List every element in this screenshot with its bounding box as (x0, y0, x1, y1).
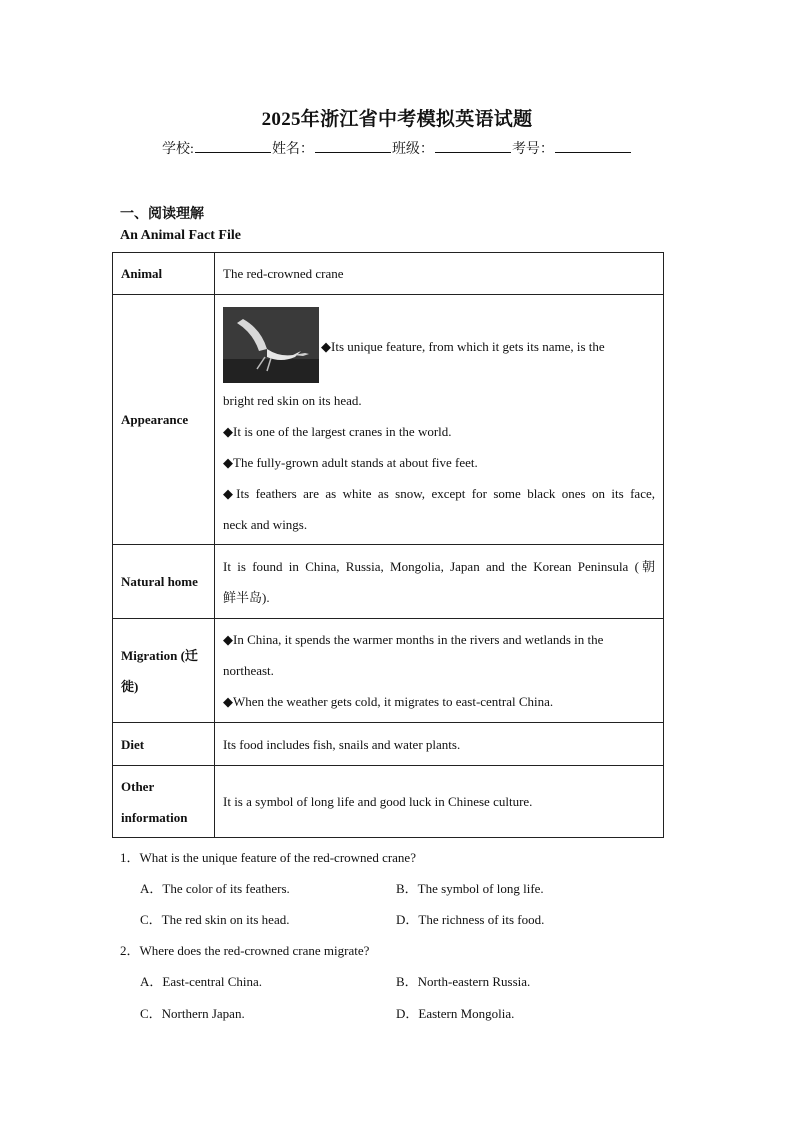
section-title: 一、阅读理解 (120, 207, 204, 222)
class-blank[interactable] (435, 140, 511, 153)
table-row (113, 295, 664, 545)
migration-label-line-2: 徙) (121, 678, 139, 694)
question-1-option-c[interactable]: C．The red skin on its head. (140, 912, 290, 927)
natural-home-line-2: 鲜半岛). (223, 589, 270, 605)
table-row (113, 545, 664, 619)
table-row (113, 253, 664, 295)
migration-label (113, 619, 215, 723)
name-blank[interactable] (315, 140, 391, 153)
question-2-option-a[interactable]: A．East-central China. (140, 974, 263, 989)
exam-number-blank[interactable] (555, 140, 631, 153)
appearance-line-4: ◆The fully-grown adult stands at about five feet. (223, 455, 478, 470)
question-2-option-d[interactable]: D．Eastern Mongolia. (396, 1006, 515, 1021)
question-2-option-c[interactable]: C．Northern Japan. (140, 1006, 245, 1021)
natural-home-cell (215, 545, 664, 619)
appearance-line-2: bright red skin on its head. (223, 393, 362, 408)
appearance-line-1: ◆Its unique feature, from which it gets its name, is the (321, 339, 605, 354)
appearance-cell (215, 295, 664, 545)
other-information-value: It is a symbol of long life and good luck in Chinese culture. (215, 766, 664, 838)
question-1-option-d[interactable]: D．The richness of its food. (396, 912, 545, 927)
appearance-first-block (223, 299, 655, 385)
animal-label: Animal (113, 253, 215, 295)
appearance-line-5: ◆Its feathers are as white as snow, except for some black ones on its face, (223, 486, 655, 501)
question-1-option-b[interactable]: B．The symbol of long life. (396, 881, 544, 896)
question-2-option-b[interactable]: B．North-eastern Russia. (396, 974, 531, 989)
passage-title: An Animal Fact File (120, 228, 241, 243)
appearance-line-6: neck and wings. (223, 517, 308, 532)
school-blank[interactable] (195, 140, 271, 153)
question-1-option-a[interactable]: A．The color of its feathers. (140, 881, 290, 896)
migration-line-1: ◆In China, it spends the warmer months in the rivers and wetlands in the (223, 632, 604, 647)
question-2-stem: 2．Where does the red-crowned crane migrate? (120, 943, 370, 958)
question-1-stem: 1．What is the unique feature of the red-crowned crane? (120, 850, 416, 865)
table-row (113, 619, 664, 723)
animal-fact-table (112, 252, 664, 838)
diet-label: Diet (113, 723, 215, 766)
appearance-line-3: ◆It is one of the largest cranes in the world. (223, 424, 452, 439)
migration-line-3: ◆When the weather gets cold, it migrates to east-central China. (223, 694, 554, 709)
table-row (113, 766, 664, 838)
exam-number-label: 考号： (511, 142, 554, 157)
table-row (113, 723, 664, 766)
appearance-label: Appearance (113, 295, 215, 545)
migration-label-line-1: Migration (迁 (121, 647, 198, 663)
natural-home-label: Natural home (113, 545, 215, 619)
student-info-line (0, 138, 794, 158)
class-label: 班级： (391, 142, 434, 157)
migration-line-2: northeast. (223, 663, 274, 678)
other-label-line-2: information (121, 809, 188, 825)
exam-title: 2025年浙江省中考模拟英语试题 (261, 109, 533, 130)
diet-value: Its food includes fish, snails and water plants. (215, 723, 664, 766)
school-label: 学校: (162, 142, 194, 157)
other-information-label (113, 766, 215, 838)
natural-home-line-1: It is found in China, Russia, Mongolia, Japan and the Korean Peninsula (朝 (223, 558, 655, 574)
other-label-line-1: Other (121, 778, 155, 794)
animal-value: The red-crowned crane (215, 253, 664, 295)
name-label: 姓名： (271, 142, 314, 157)
migration-cell (215, 619, 664, 723)
crane-photo (223, 307, 319, 383)
